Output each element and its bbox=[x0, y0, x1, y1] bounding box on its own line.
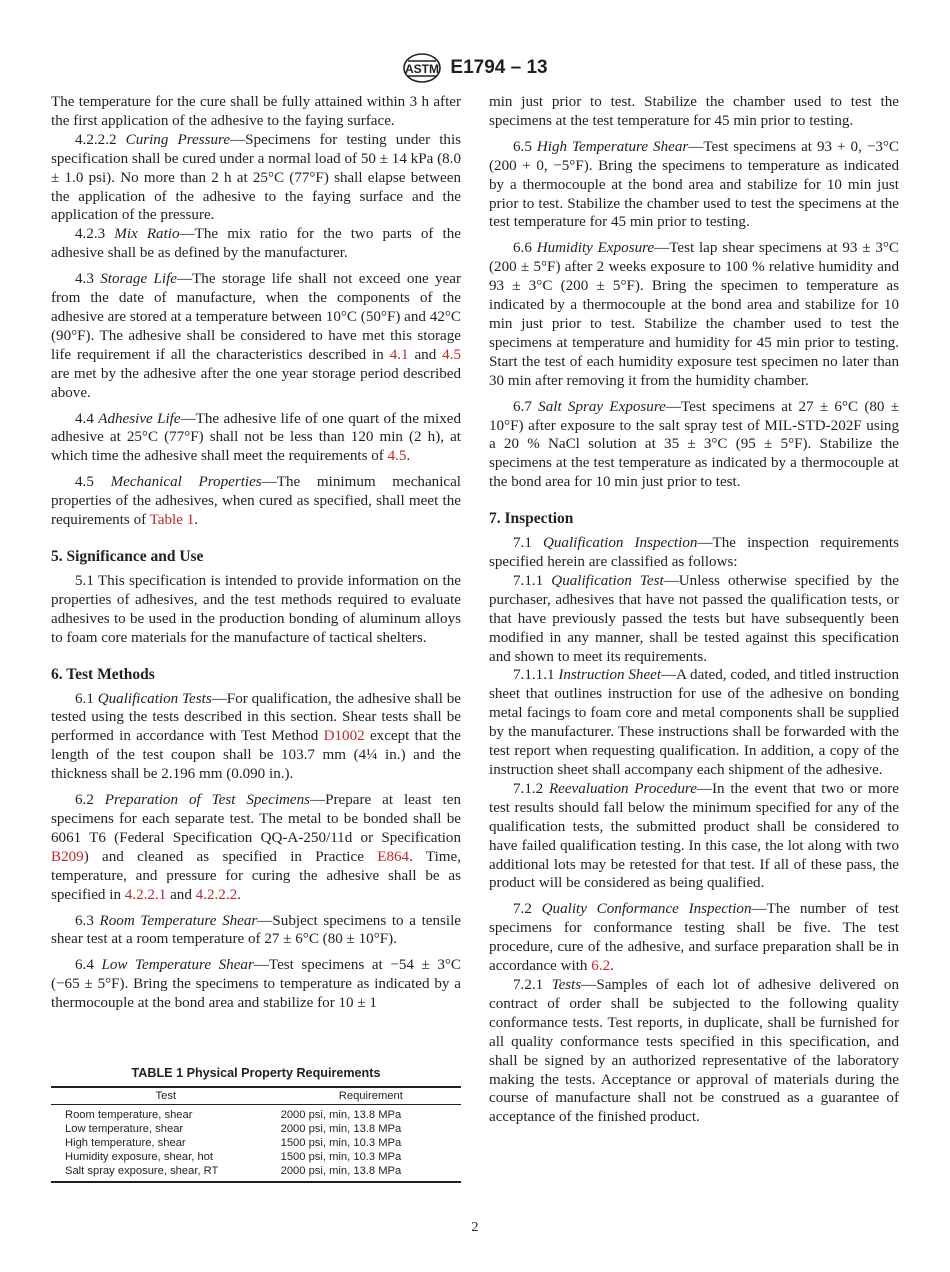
section-number: 6.4 bbox=[75, 957, 102, 974]
paragraph-text: The temperature for the cure shall be fully attained within 3 h after the first application of the adhesive to the faying surface. bbox=[51, 94, 461, 129]
cell-requirement: 1500 psi, min, 10.3 MPa bbox=[280, 1151, 402, 1163]
section-number: 6.3 bbox=[75, 912, 100, 929]
section-text: ) and cleaned as specified in Practice bbox=[83, 848, 378, 865]
section-6-7 bbox=[489, 398, 899, 493]
section-title: Qualification Inspection bbox=[542, 535, 698, 552]
right-column bbox=[489, 93, 899, 1127]
section-6-4-continued: min just prior to test. Stabilize the chamber used to test the specimens at the test temperature for 45 min prior to testing. bbox=[489, 94, 899, 129]
table-row bbox=[51, 1122, 461, 1136]
cell-test: Humidity exposure, shear, hot bbox=[65, 1151, 213, 1163]
link-4-5[interactable]: 4.5 bbox=[387, 448, 407, 465]
heading-section-5: 5. Significance and Use bbox=[51, 547, 204, 565]
section-title: Qualification Test bbox=[551, 572, 664, 589]
section-title: Salt Spray Exposure bbox=[538, 398, 666, 415]
section-text: —Subject specimens to a tensile shear test at a room temperature of 27 ± 6°C (80 ± 10°F). bbox=[51, 912, 461, 948]
section-title: High Temperature Shear bbox=[536, 138, 689, 155]
section-number: 6.1 bbox=[75, 690, 98, 707]
document-id: E1794 – 13 bbox=[450, 57, 548, 78]
link-d1002[interactable]: D1002 bbox=[323, 728, 365, 745]
cell-requirement: 2000 psi, min, 13.8 MPa bbox=[280, 1165, 402, 1177]
section-7-1-1-1 bbox=[489, 666, 899, 779]
section-title: Qualification Tests bbox=[97, 690, 212, 707]
section-number: 7.1 bbox=[513, 535, 543, 552]
section-7-1 bbox=[489, 534, 899, 572]
link-4-5[interactable]: 4.5 bbox=[442, 346, 462, 363]
link-b209[interactable]: B209 bbox=[51, 848, 84, 865]
section-4-2-3 bbox=[51, 225, 461, 263]
table-row bbox=[51, 1105, 461, 1123]
table-row bbox=[51, 1150, 461, 1164]
cell-requirement: 1500 psi, min, 10.3 MPa bbox=[280, 1137, 402, 1149]
section-text: —Samples of each lot of adhesive delivered on contract of order shall be subjected to the following quality conformance tests. Test reports, in duplicate, shall be furnished for all quality conformance tests specified in this specification, and shall be signed by an authorized representative of the laboratory making the tests. Acceptance or approval of materials during the course of manufacture shall not be construed as a guarantee of acceptance of the finished product. bbox=[489, 976, 899, 1126]
section-6-6 bbox=[489, 239, 899, 390]
punctuation: . bbox=[406, 448, 411, 465]
cell-test: Salt spray exposure, shear, RT bbox=[65, 1165, 219, 1177]
section-text: —In the event that two or more test results should fall below the minimum specified for any of the qualification tests, the submitted product shall be considered to have failed qualification testing. In this case, the lot along with two additional lots may be retested for that test. If all of these pass, the product will be considered as being qualified. bbox=[489, 780, 900, 892]
cell-requirement: 2000 psi, min, 13.8 MPa bbox=[280, 1109, 402, 1121]
section-title: Preparation of Test Specimens bbox=[104, 792, 311, 809]
section-title: Low Temperature Shear bbox=[101, 957, 254, 974]
cell-test: Low temperature, shear bbox=[65, 1123, 184, 1135]
section-text: —Test specimens at 93 + 0, −3°C (200 + 0, −5°F). Bring the specimens to temperature as indicated by a thermocouple at the bond area and stabilize for 10 min just prior to test. Stabilize the chamber used to test the specimens at the test temperature for 45 min prior to testing. bbox=[489, 138, 900, 231]
section-text: —Test specimens at 27 ± 6°C (80 ± 10°F) after exposure to the salt spray test of MIL-STD-202F using a 20 % NaCl solution at 35 ± 3°C (95 ± 5°F). Stabilize the specimens at the test temperature as indicated by a thermocouple at the bond area for 10 min just prior to test. bbox=[489, 398, 900, 491]
heading-section-7: 7. Inspection bbox=[489, 510, 574, 528]
column-header-requirement: Requirement bbox=[338, 1090, 403, 1102]
section-text: are met by the adhesive after the one year storage period described above. bbox=[51, 365, 461, 401]
section-number: 4.4 bbox=[75, 410, 99, 427]
section-text: except that the length of the test coupon shall be 103.7 mm (4¼ in.) and the thickness shall be 2.196 mm (0.090 in.). bbox=[51, 728, 461, 783]
section-title: Adhesive Life bbox=[98, 410, 181, 427]
section-title: Curing Pressure bbox=[125, 131, 231, 148]
cell-test: High temperature, shear bbox=[65, 1137, 186, 1149]
section-text: —Test specimens at −54 ± 3°C (−65 ± 5°F). Bring the specimens to temperature as indicated by a thermocouple at the bond area and stabilize for 10 ± 1 bbox=[51, 957, 461, 1012]
page-number: 2 bbox=[471, 1220, 479, 1235]
table-header-row bbox=[51, 1087, 461, 1105]
section-text: —The number of test specimens for conformance testing shall be five. The test procedure, cure of the adhesive, and surface preparation shall be in accordance with bbox=[489, 901, 899, 975]
section-number: 4.3 bbox=[75, 271, 101, 288]
link-6-2[interactable]: 6.2 bbox=[591, 958, 611, 975]
table-1 bbox=[51, 1066, 461, 1183]
section-7-1-1 bbox=[489, 572, 899, 667]
section-6-4 bbox=[51, 956, 461, 1013]
page-header bbox=[0, 52, 950, 84]
paragraph bbox=[51, 93, 461, 131]
section-number: 6.7 bbox=[513, 398, 539, 415]
cell-test: Room temperature, shear bbox=[65, 1109, 193, 1121]
section-4-3 bbox=[51, 270, 461, 402]
table-row bbox=[51, 1136, 461, 1150]
section-number: 7.1.1 bbox=[513, 572, 552, 589]
punctuation: . bbox=[194, 512, 199, 529]
astm-logo-icon bbox=[402, 52, 442, 84]
section-text: —The inspection requirements specified herein are classified as follows: bbox=[489, 535, 899, 571]
link-4-2-2-2[interactable]: 4.2.2.2 bbox=[195, 886, 238, 903]
section-5-1: 5.1 This specification is intended to provide information on the properties of adhesives, and the test methods required to evaluate adhesives to be used in the production bonding of aluminum alloys to foam core materials for the manufacture of tactical shelters. bbox=[51, 572, 461, 646]
svg-text:ASTM: ASTM bbox=[405, 62, 440, 76]
section-number: 4.2.2.2 bbox=[75, 131, 126, 148]
section-number: 6.5 bbox=[513, 138, 537, 155]
link-e864[interactable]: E864 bbox=[377, 848, 410, 865]
link-table-1[interactable]: Table 1 bbox=[149, 512, 195, 529]
section-title: Instruction Sheet bbox=[558, 667, 662, 684]
section-7-2-1 bbox=[489, 976, 899, 1127]
section-text: and bbox=[166, 886, 196, 903]
section-6-2 bbox=[51, 791, 461, 904]
section-text: —The adhesive life of one quart of the mixed adhesive at 25°C (77°F) shall not be less than 120 min (2 h), at which time the adhesive shall meet the requirements of bbox=[51, 410, 462, 465]
punctuation: . bbox=[610, 958, 614, 975]
section-number: 7.2.1 bbox=[513, 976, 552, 993]
section-text: —The minimum mechanical properties of the adhesives, when cured as specified, shall meet the requirements of bbox=[51, 474, 462, 529]
column-header-test: Test bbox=[155, 1090, 177, 1102]
section-6-5 bbox=[489, 138, 899, 233]
section-7-2 bbox=[489, 900, 899, 976]
section-title: Quality Conformance Inspection bbox=[541, 901, 752, 918]
section-4-5 bbox=[51, 473, 461, 530]
section-title: Storage Life bbox=[100, 271, 177, 288]
section-6-3 bbox=[51, 912, 461, 950]
section-title: Tests bbox=[551, 976, 582, 993]
section-number: 7.2 bbox=[513, 901, 542, 918]
section-text: —Unless otherwise specified by the purchaser, adhesives that have not passed the qualification tests, or that have previously passed the tests but have subsequently been modified in any manner, shall be tested against this specification and shown to meet its requirements. bbox=[489, 572, 899, 665]
section-number: 6.6 bbox=[513, 240, 537, 257]
section-4-2-2-2 bbox=[51, 131, 461, 226]
section-title: Room Temperature Shear bbox=[99, 912, 258, 929]
section-title: Reevaluation Procedure bbox=[548, 780, 697, 797]
section-7-1-2 bbox=[489, 780, 899, 893]
section-number: 7.1.2 bbox=[513, 780, 549, 797]
section-text: —A dated, coded, and titled instruction sheet that outlines instruction for use of the adhesive on bonding metal facings to foam core and metal components shall be supplied by the manufacturer. These instructions shall be forwarded with the test report when requesting qualification. In addition, a copy of the instruction sheet shall accompany each shipment of the adhesive. bbox=[489, 667, 899, 778]
punctuation: . bbox=[237, 886, 241, 903]
physical-property-table bbox=[51, 1086, 461, 1183]
section-text: —The storage life shall not exceed one year from the date of manufacture, when the components of the adhesive are stored at a temperature between 10°C (50°F) and 42°C (90°F). The adhesive shall be considered to have met this storage life requirement if all the characteristics described in bbox=[51, 271, 462, 363]
section-text: —Specimens for testing under this specification shall be cured under a normal load of 50 ± 14 kPa (8.0 ± 1.0 psi). No more than 2 h at 25°C (77°F) shall elapse between the application of the adhesive to the faying surface and the application of the pressure. bbox=[51, 131, 462, 224]
link-4-2-2-1[interactable]: 4.2.2.1 bbox=[124, 886, 167, 903]
section-6-1 bbox=[51, 690, 461, 785]
section-text: . Time, temperature, and pressure for curing the adhesive shall be as specified in bbox=[51, 848, 462, 903]
table-title: TABLE 1 Physical Property Requirements bbox=[131, 1066, 381, 1080]
section-text: —Prepare at least ten specimens for each separate test. The metal to be bonded shall be 6061 T6 (Federal Specification QQ-A-250/11d or Specification bbox=[51, 792, 461, 846]
section-title: Humidity Exposure bbox=[536, 240, 655, 257]
section-text: —Test lap shear specimens at 93 ± 3°C (200 ± 5°F) after 2 weeks exposure to 100 % relative humidity and 93 ± 3°C (200 ± 5°F). Bring the specimen to temperature as indicated by a thermocouple at the bond area and stabilize for 10 min just prior to test. Stabilize the chamber used to test the specimens at temperature and humidity for 45 min prior to testing. Start the test of each humidity exposure test specimen no later than 30 min after removing it from the humidity chamber. bbox=[489, 240, 899, 389]
heading-section-6: 6. Test Methods bbox=[51, 665, 155, 683]
section-number: 7.1.1.1 bbox=[513, 667, 559, 684]
table-row bbox=[51, 1164, 461, 1182]
section-4-4 bbox=[51, 410, 461, 467]
section-number: 6.2 bbox=[75, 792, 105, 809]
section-number: 4.5 bbox=[75, 474, 111, 491]
cell-requirement: 2000 psi, min, 13.8 MPa bbox=[280, 1123, 402, 1135]
section-number: 4.2.3 bbox=[75, 226, 115, 243]
section-title: Mechanical Properties bbox=[110, 474, 262, 491]
section-text: —For qualification, the adhesive shall be tested using the tests described in this section. Shear tests shall be performed in accordance with Test Method bbox=[51, 690, 462, 745]
link-4-1[interactable]: 4.1 bbox=[389, 346, 409, 363]
section-text: —The mix ratio for the two parts of the adhesive shall be as defined by the manufacturer. bbox=[51, 226, 461, 262]
section-title: Mix Ratio bbox=[114, 226, 180, 243]
left-column bbox=[51, 93, 461, 1013]
section-text: and bbox=[408, 346, 443, 363]
